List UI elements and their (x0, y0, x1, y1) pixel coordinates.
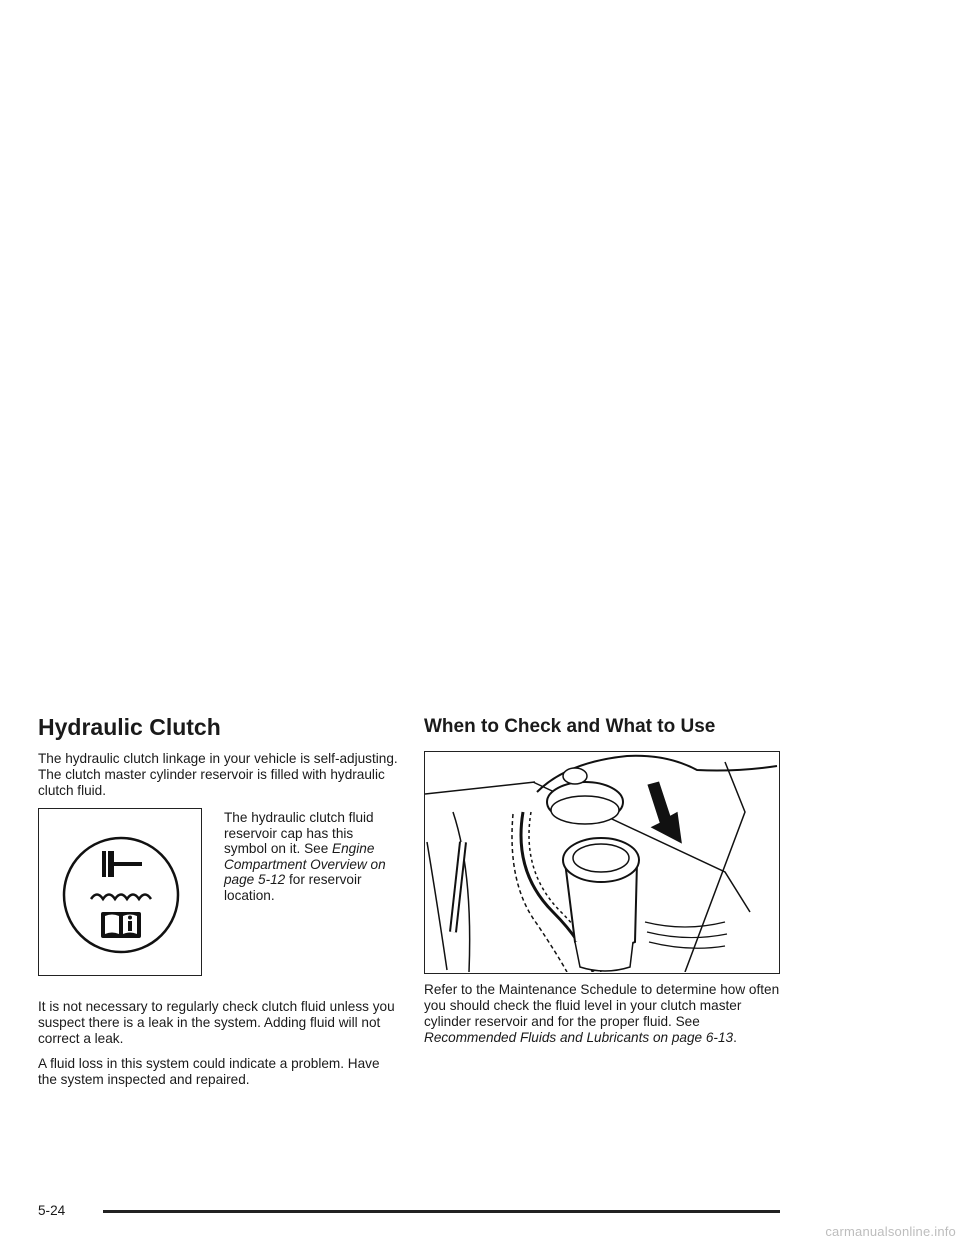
maintenance-text-pre: Refer to the Maintenance Schedule to determine how often you should check the fluid level in your clutch master cylinder reservoir and for the proper fluid. See (424, 982, 780, 1029)
symbol-description (224, 810, 400, 903)
clutch-fluid-symbol-icon (39, 809, 200, 974)
maintenance-text-post: . (733, 1030, 737, 1045)
intro-paragraph: The hydraulic clutch linkage in your vehicle is self-adjusting. The clutch master cylinder reservoir is filled with hydraulic clutch fluid. (38, 751, 398, 798)
symbol-text-post: for reservoir location. (224, 872, 362, 903)
clutch-fluid-symbol-figure (38, 808, 202, 976)
footer-rule (103, 1210, 780, 1213)
clutch-reservoir-illustration-image (425, 752, 778, 972)
reservoir-illustration (424, 751, 780, 974)
symbol-row (38, 808, 398, 980)
recommended-fluids-reference-link[interactable]: Recommended Fluids and Lubricants on page 6-13 (424, 1030, 734, 1045)
left-column (38, 712, 398, 1097)
engine-compartment-reference-link[interactable]: Engine Compartment Overview on page 5-12 (224, 841, 386, 887)
maintenance-paragraph (424, 982, 784, 1046)
symbol-text-pre: The hydraulic clutch fluid reservoir cap has this symbol on it. See (224, 810, 374, 856)
watermark: carmanualsonline.info (825, 1224, 956, 1239)
fluid-loss-paragraph: A fluid loss in this system could indicate a problem. Have the system inspected and repaired. (38, 1056, 380, 1087)
section-heading-when-to-check: When to Check and What to Use (424, 716, 716, 737)
page-number: 5-24 (38, 1203, 66, 1218)
right-column (424, 712, 784, 1046)
leak-paragraph: It is not necessary to regularly check clutch fluid unless you suspect there is a leak in the system. Adding fluid will not correct a leak. (38, 999, 395, 1046)
section-heading-hydraulic-clutch: Hydraulic Clutch (38, 714, 221, 740)
